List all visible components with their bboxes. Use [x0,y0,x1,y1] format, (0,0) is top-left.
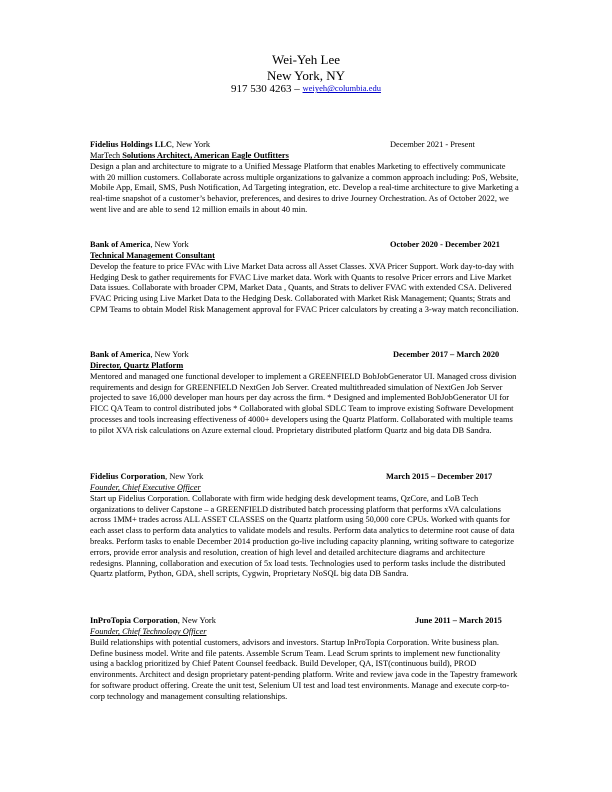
email-link[interactable]: weiyeh@columbia.edu [302,83,381,94]
job-description: Start up Fidelius Corporation. Collaborate with firm wide hedging desk development teams, QzCore, and LoB Tech organizations to deliver Capstone – a GREENFIELD distributed batch processing platform that performs xVA calculations across 1MM+ trades across ALL ASSET CLASSES on the Quartz platform using 50,000 core CPUs. Worked with quants for each asset class to perform data analytics to validate models and results. Perform data analytics to determine root cause of data breaks. Perform tasks to enable December 2014 production go-live including capacity planning, writing software to categorize errors, provide error analysis and resolution, creation of high level and detailed architecture diagrams and architecture redesigns. Planning, collaboration and execution of 5x load tests. Technologies used to perform tasks include the distributed Quartz platform, Python, GDA, shell scripts, Cygwin, Proprietary NoSQL big data DB Sandra. [90,493,515,579]
job-description: Design a plan and architecture to migrate to a Unified Message Platform that enables Marketing to effectively communicate with 20 million customers. Collaborate across multiple organizations to galvanize a common approach including: PoS, Website, Mobile App, Email, SMS, Push Notification, Ad Targeting integration, etc. Develop a real-time architecture to give Marketing a real-time snapshot of a customer’s behavior, preferences, and desires to drive Journey Orchestration. As of October 2022, we went live and are able to send 12 million emails in about 40 min. [90,161,519,214]
job-title-line [90,251,520,262]
job-title: Founder, Chief Executive Officer [90,483,201,492]
candidate-location: New York, NY [266,67,345,83]
job-title-line [90,151,520,162]
company-name: Fidelius Holdings LLC [90,140,172,149]
company-name: Bank of America [90,350,151,359]
job-entry [90,472,520,580]
company-name: InProTopia Corporation [90,616,178,625]
company-name: Bank of America [90,240,151,249]
job-title-line [90,361,520,372]
job-dates: June 2011 – March 2015 [415,616,502,625]
job-entry [90,240,520,316]
job-dates: December 2017 – March 2020 [393,350,500,359]
job-description: Develop the feature to price FVAc with Live Market Data across all Asset Classes. XVA Pricer Support. Work day-to-day with Hedging Desk to gather requirements for FVAC Live market data. Work with Quants to resolve Pricer errors and Live Market Data issues. Collaborate with broader CPM, Market Data , Quants, and Strats to deliver FVAC with extended CSA. Delivered FVAC Pricing using Live Market Data to the Hedging Desk. Collaborated with Market Risk Management; Quants; Strats and CPM Teams to obtain Model Risk Management approval for FVAC Pricer calculators by creating a 3-way match reconciliation. [90,261,519,314]
job-title: Director, Quartz Platform [90,361,184,370]
company-location: , New York [150,350,189,359]
job-entry [90,350,520,437]
job-title: Technical Management Consultant [90,251,215,260]
job-dates: March 2015 – December 2017 [386,472,493,481]
job-dates: October 2020 - December 2021 [390,240,500,249]
company-location: , New York [177,616,216,625]
job-title: Solutions Architect, American Eagle Outfitters [122,151,289,160]
contact-line [0,83,612,96]
phone-number: 917 530 4263 – [231,83,300,96]
company-location: , New York [165,472,204,481]
job-description: Mentored and managed one functional developer to implement a GREENFIELD BobJobGenerator UI. Managed cross division requirements and design for GREENFIELD NextGen Job Server. Created multithreaded simulation of NextGen Job Server projected to save 16,000 developer man hours per day across the firm. * Designed and implemented BobJobGenerator UI for FICC QA Team to control distributed jobs * Collaborated with global SDLC Team to improve existing Software Development processes and tools increasing effectiveness of 4000+ developers using the Quartz Platform. Collaborated with multiple teams to pilot XVA risk calculations on Azure external cloud. Proprietary distributed platform Quartz and big data DB Sandra. [90,371,517,435]
job-dates: December 2021 - Present [390,140,475,149]
job-entry [90,140,520,216]
candidate-name: Wei-Yeh Lee [271,52,341,67]
company-name: Fidelius Corporation [90,472,166,481]
job-title: Founder, Chief Technology Officer [90,627,207,636]
job-title-line [90,483,520,494]
job-title-line [90,627,520,638]
company-location: , New York [150,240,189,249]
job-description: Build relationships with potential customers, advisors and investors. Startup InProTopia Corporation. Write business plan. Define business model. Write and file patents. Assemble Scrum Team. Lead Scrum sprints to implement new functionality using a backlog prioritized by Chief Patent Counsel feedback. Build Developer, QA, IST(continuous build), PROD environments. Architect and design proprietary patent-pending platform. Write and review java code in the Tapestry framework for software product offering. Create the unit test, Selenium UI test and load test environments. Manage and execute corp-to-corp technology and management consulting relationships. [90,637,518,701]
job-entry [90,616,520,703]
resume-header [0,52,612,96]
job-title-prefix: MarTech [90,151,123,160]
company-location: , New York [171,140,211,149]
